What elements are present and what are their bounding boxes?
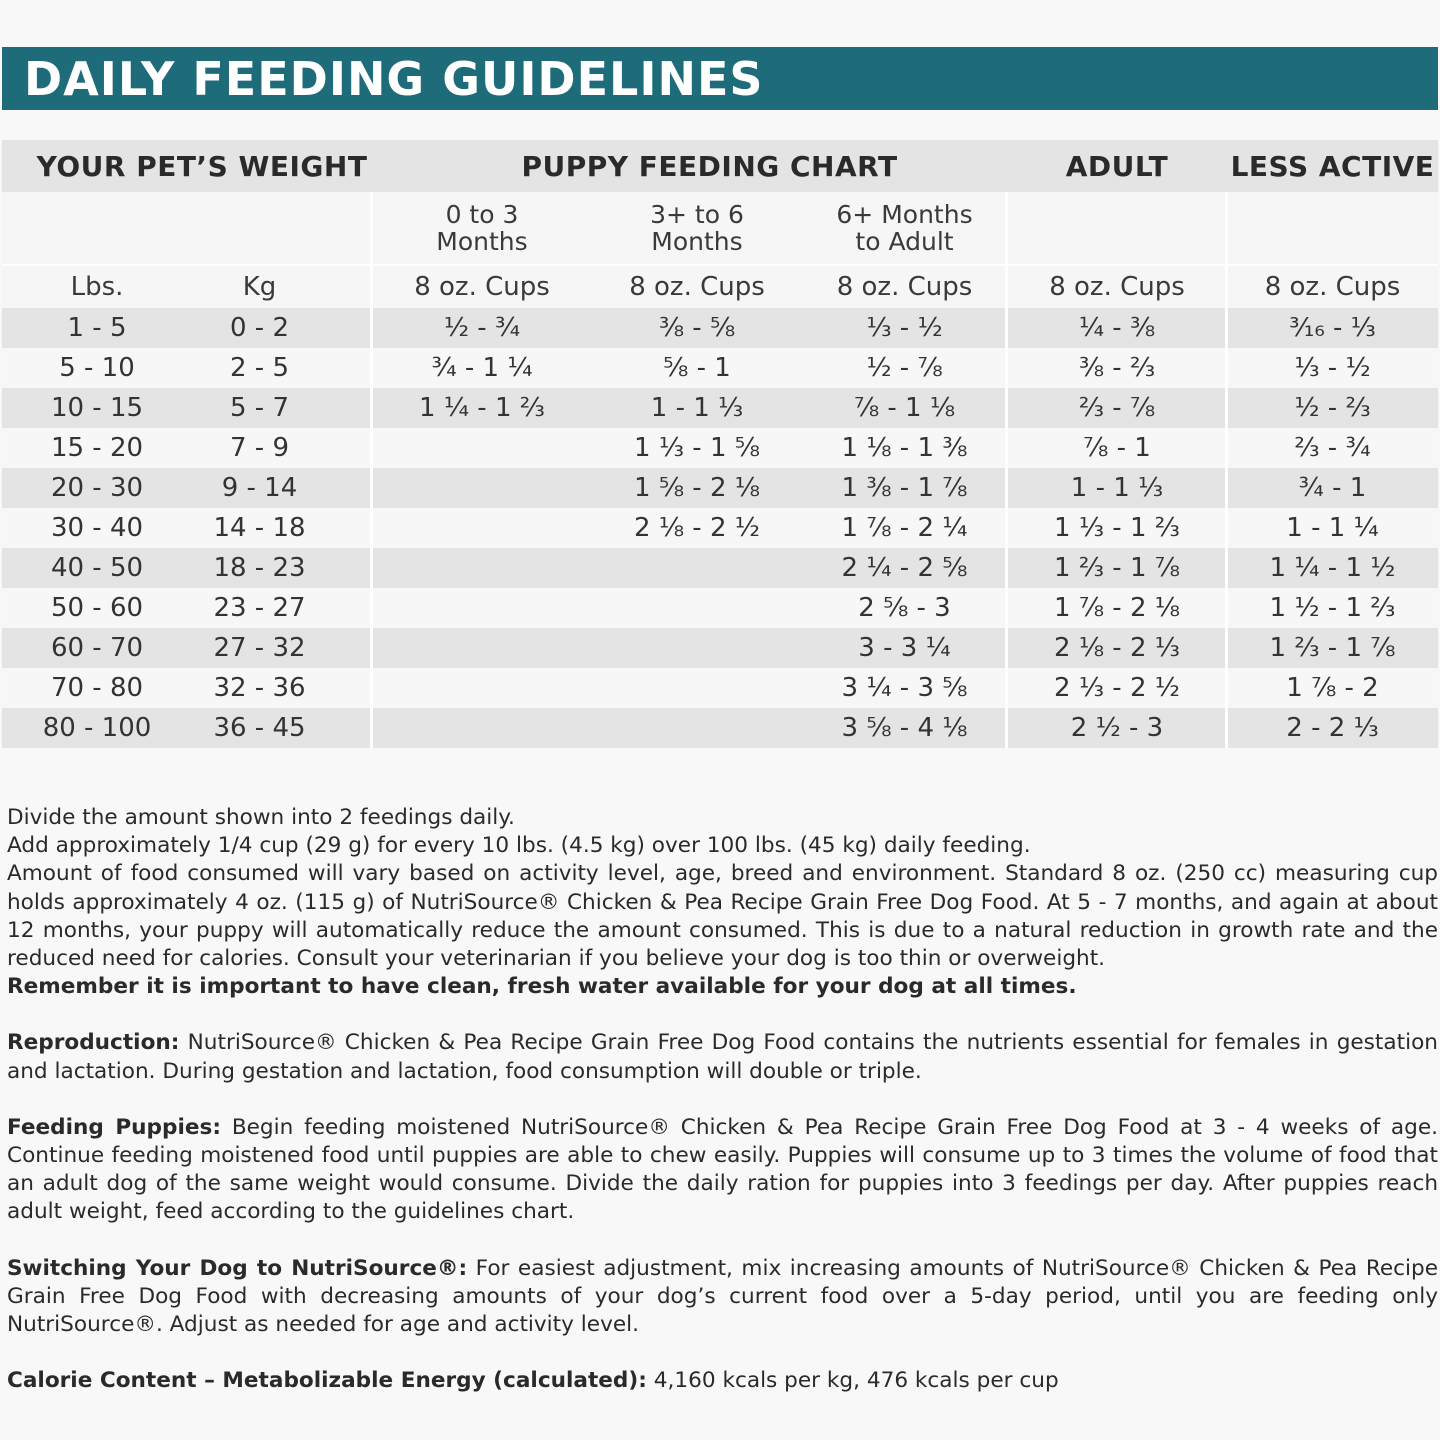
note-calorie xyxy=(7,1367,1438,1395)
cell-p2: ⅝ - 1 xyxy=(663,353,731,383)
puppy-header: PUPPY FEEDING CHART xyxy=(521,149,898,183)
cell-less: 1 ⅔ - 1 ⅞ xyxy=(1269,633,1396,663)
cell-p3: 1 ⅜ - 1 ⅞ xyxy=(841,473,968,503)
cell-p2 xyxy=(592,668,802,708)
cell-p1 xyxy=(372,708,592,748)
reproduction-label: Reproduction: xyxy=(7,1030,180,1056)
cell-adult: 2 ½ - 3 xyxy=(1070,713,1164,743)
cell-adult: ⅞ - 1 xyxy=(1083,433,1151,463)
calorie-text: 4,160 kcals per kg, 476 kcals per cup xyxy=(646,1368,1059,1394)
cell-p2 xyxy=(592,708,802,748)
note-switching xyxy=(7,1255,1438,1340)
cups-unit-less-active: 8 oz. Cups xyxy=(1264,272,1401,302)
cell-less: 1 ¼ - 1 ½ xyxy=(1269,553,1396,583)
cell-adult: ⅔ - ⅞ xyxy=(1078,393,1156,423)
cell-p1 xyxy=(372,508,592,548)
table-row xyxy=(2,308,1438,348)
cell-p1 xyxy=(372,548,592,588)
cell-p3: 3 ¼ - 3 ⅝ xyxy=(841,673,968,703)
calorie-label: Calorie Content – Metabolizable Energy (calculated): xyxy=(7,1368,647,1394)
table-row xyxy=(2,348,1438,388)
cell-lbs: 30 - 40 xyxy=(50,513,144,543)
cell-adult: 1 ⅞ - 2 ⅛ xyxy=(1054,593,1180,623)
cell-lbs: 40 - 50 xyxy=(50,553,144,583)
table-row xyxy=(2,388,1438,428)
cell-p2 xyxy=(592,548,802,588)
cell-p3: ½ - ⅞ xyxy=(866,353,943,383)
cell-kg: 7 - 9 xyxy=(230,433,289,463)
puppy-age-6-adult: 6+ Months to Adult xyxy=(836,200,973,256)
cell-lbs: 80 - 100 xyxy=(42,713,152,743)
cups-unit-p3: 8 oz. Cups xyxy=(836,272,973,302)
cell-less: 1 ½ - 1 ⅔ xyxy=(1269,593,1396,623)
table-row xyxy=(2,428,1438,468)
cell-p3: ⅓ - ½ xyxy=(866,313,943,343)
cell-adult: 1 ⅓ - 1 ⅔ xyxy=(1054,513,1180,543)
switching-text: For easiest adjustment, mix increasing amounts of NutriSource® Chicken & Pea Recipe Grain Free Dog Food with decreasing amounts of your dog’s current food over a 5-day period, until you are feeding only NutriSource®. Adjust as needed for age and activity level. xyxy=(7,1255,1438,1338)
cell-kg: 27 - 32 xyxy=(213,633,306,663)
cell-p1 xyxy=(372,428,592,468)
cell-lbs: 70 - 80 xyxy=(50,673,144,703)
note-feeding-puppies xyxy=(7,1114,1438,1227)
page-title: DAILY FEEDING GUIDELINES xyxy=(24,52,764,106)
units-row xyxy=(2,266,1438,308)
cell-p3: ⅞ - 1 ⅛ xyxy=(853,393,956,423)
table-row xyxy=(2,468,1438,508)
table-header-row xyxy=(2,140,1438,192)
switching-label: Switching Your Dog to NutriSource®: xyxy=(7,1255,468,1281)
cell-kg: 9 - 14 xyxy=(221,473,298,503)
reproduction-text: NutriSource® Chicken & Pea Recipe Grain Free Dog Food contains the nutrients essential for females in gestation and lactation. During gestation and lactation, food consumption will double or triple. xyxy=(7,1030,1438,1084)
cell-kg: 5 - 7 xyxy=(230,393,289,423)
cell-lbs: 15 - 20 xyxy=(50,433,144,463)
cell-adult: ¼ - ⅜ xyxy=(1078,313,1156,343)
cell-adult: 2 ⅛ - 2 ⅓ xyxy=(1054,633,1180,663)
cell-p2: 2 ⅛ - 2 ½ xyxy=(634,513,760,543)
cell-kg: 32 - 36 xyxy=(213,673,306,703)
note-reproduction xyxy=(7,1029,1438,1085)
cell-p1: 1 ¼ - 1 ⅔ xyxy=(419,393,545,423)
cups-unit-p1: 8 oz. Cups xyxy=(414,272,550,302)
table-row xyxy=(2,588,1438,628)
cell-less: 1 - 1 ¼ xyxy=(1286,513,1379,543)
cell-less: ³⁄₁₆ - ⅓ xyxy=(1289,313,1376,343)
cell-adult: ⅜ - ⅔ xyxy=(1078,353,1156,383)
cups-unit-adult: 8 oz. Cups xyxy=(1049,272,1185,302)
table-row xyxy=(2,628,1438,668)
cell-p1 xyxy=(372,468,592,508)
table-row xyxy=(2,508,1438,548)
adult-header: ADULT xyxy=(1065,149,1169,183)
puppy-age-3-6: 3+ to 6 Months xyxy=(650,200,744,256)
cell-kg: 14 - 18 xyxy=(213,513,306,543)
cell-less: ⅔ - ¾ xyxy=(1294,433,1371,463)
puppy-age-row xyxy=(2,192,1438,264)
cell-p3: 3 - 3 ¼ xyxy=(858,633,951,663)
cell-p3: 2 ⅝ - 3 xyxy=(858,593,951,623)
cell-p3: 2 ¼ - 2 ⅝ xyxy=(841,553,968,583)
cups-unit-p2: 8 oz. Cups xyxy=(629,272,765,302)
less-active-header: LESS ACTIVE xyxy=(1230,149,1435,183)
cell-less: 2 - 2 ⅓ xyxy=(1286,713,1379,743)
feeding-notes xyxy=(7,804,1438,1395)
cell-lbs: 20 - 30 xyxy=(50,473,144,503)
cell-lbs: 5 - 10 xyxy=(59,353,135,383)
cell-less: ¾ - 1 xyxy=(1298,473,1367,503)
puppies-label: Feeding Puppies: xyxy=(7,1114,221,1140)
puppies-text: Begin feeding moistened NutriSource® Chicken & Pea Recipe Grain Free Dog Food at 3 - 4 weeks of age. Continue feeding moistened food until puppies are able to chew easily. Puppies will consume up to 3 times the volume of food that an adult dog of the same weight would consume. Divide the daily ration for puppies into 3 feedings per day. After puppies reach adult weight, feed according to the guidelines chart. xyxy=(7,1114,1439,1225)
cell-lbs: 1 - 5 xyxy=(67,313,127,343)
cell-p1: ½ - ¾ xyxy=(443,313,521,343)
cell-p1: ¾ - 1 ¼ xyxy=(431,353,533,383)
cell-less: ⅓ - ½ xyxy=(1294,353,1371,383)
note-add-amount: Add approximately 1/4 cup (29 g) for every 10 lbs. (4.5 kg) over 100 lbs. (45 kg) daily feeding. xyxy=(7,833,1031,859)
note-water: Remember it is important to have clean, fresh water available for your dog at all times. xyxy=(7,974,1077,1000)
cell-adult: 1 ⅔ - 1 ⅞ xyxy=(1054,553,1180,583)
cell-p2: 1 ⅓ - 1 ⅝ xyxy=(634,433,760,463)
cell-p2: 1 ⅝ - 2 ⅛ xyxy=(634,473,760,503)
cell-adult: 2 ⅓ - 2 ½ xyxy=(1054,673,1180,703)
cell-p3: 1 ⅛ - 1 ⅜ xyxy=(841,433,968,463)
cell-less: ½ - ⅔ xyxy=(1294,393,1371,423)
cell-kg: 23 - 27 xyxy=(213,593,306,623)
cell-p2 xyxy=(592,628,802,668)
cell-kg: 18 - 23 xyxy=(213,553,306,583)
table-row xyxy=(2,548,1438,588)
cell-p1 xyxy=(372,628,592,668)
cell-p2 xyxy=(592,588,802,628)
cell-p1 xyxy=(372,668,592,708)
table-row xyxy=(2,668,1438,708)
cell-kg: 2 - 5 xyxy=(230,353,289,383)
puppy-age-0-3: 0 to 3 Months xyxy=(436,200,528,256)
table-body xyxy=(2,308,1438,748)
cell-p1 xyxy=(372,588,592,628)
lbs-unit: Lbs. xyxy=(70,272,124,302)
cell-lbs: 10 - 15 xyxy=(50,393,144,423)
table-row xyxy=(2,708,1438,748)
cell-p3: 1 ⅞ - 2 ¼ xyxy=(841,513,968,543)
weight-header: YOUR PET’S WEIGHT xyxy=(36,149,368,183)
cell-kg: 36 - 45 xyxy=(213,713,306,743)
title-banner xyxy=(2,47,1438,110)
cell-adult: 1 - 1 ⅓ xyxy=(1070,473,1164,503)
note-amount-paragraph: Amount of food consumed will vary based on activity level, age, breed and environment. Standard 8 oz. (250 cc) measuring cup holds approximately 4 oz. (115 g) of NutriSource® Chicken & Pea Recipe Grain Free Dog Food. At 5 - 7 months, and again at about 12 months, your puppy will automatically reduce the amount consumed. This is due to a natural reduction in growth rate and the reduced need for calories. Consult your veterinarian if you believe your dog is too thin or overweight. xyxy=(7,861,1438,972)
cell-p2: 1 - 1 ⅓ xyxy=(650,393,744,423)
kg-unit: Kg xyxy=(242,272,277,302)
cell-p2: ⅜ - ⅝ xyxy=(658,313,736,343)
cell-lbs: 50 - 60 xyxy=(50,593,144,623)
cell-p3: 3 ⅝ - 4 ⅛ xyxy=(841,713,968,743)
cell-kg: 0 - 2 xyxy=(230,313,289,343)
cell-lbs: 60 - 70 xyxy=(50,633,144,663)
cell-less: 1 ⅞ - 2 xyxy=(1286,673,1379,703)
note-divide: Divide the amount shown into 2 feedings daily. xyxy=(7,805,515,830)
feeding-table xyxy=(2,140,1438,748)
